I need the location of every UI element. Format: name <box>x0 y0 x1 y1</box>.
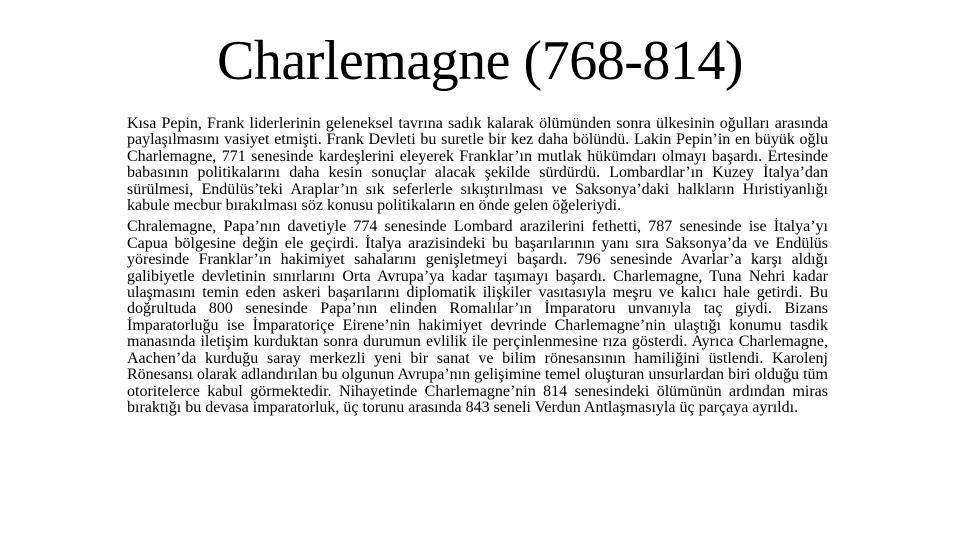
slide-body <box>127 116 828 416</box>
slide-title: Charlemagne (768-814) <box>217 30 743 92</box>
paragraph: Chralemagne, Papa’nın davetiyle 774 senesinde Lombard arazilerini fethetti, 787 senesinde ise İtalya’yı Capua bölgesine değin ele geçirdi. İtalya arazisindeki bu başarılarının yanı sıra Saksonya’da ve Endülüs yöresinde Franklar’ın hakimiyet sahalarını genişletmeyi başardı. 796 senesinde Avarlar’a karşı aldığı galibiyetle devletinin sınırlarını Orta Avrupa’ya kadar taşımayı başardı. Charlemagne, Tuna Nehri kadar ulaşmasını temin eden askeri başarılarını diplomatik ilişkiler vasıtasıyla meşru ve kalıcı hale getirdi. Bu doğrultuda 800 senesinde Papa’nın elinden Romalılar’ın İmparatoru unvanıyla taç giydi. Bizans İmparatorluğu ise İmparatoriçe Eirene’nin hakimiyet devrinde Charlemagne’nin ulaştığı konumu tasdik manasında iletişim kurduktan sonra durumun evlilik ile perçinlenmesine rıza gösterdi. Ayrıca Charlemagne, Aachen’da kurduğu saray merkezli yeni bir sanat ve bilim rönesansının hamiliğini üstlendi. Karolenj Rönesansı olarak adlandırılan bu olgunun Avrupa’nın gelişimine temel oluşturan unsurlardan biri olduğu tüm otoritelerce kabul görmektedir. Nihayetinde Charlemagne’nin 814 senesindeki ölümünün ardından miras bıraktığı bu devasa imparatorluk, üç torunu arasında 843 seneli Verdun Antlaşmasıyla üç parçaya ayrıldı. <box>127 218 828 416</box>
paragraph: Kısa Pepin, Frank liderlerinin geleneksel tavrına sadık kalarak ölümünden sonra ülkesinin oğulları arasında paylaşılmasını vasiyet etmişti. Frank Devleti bu suretle bir kez daha bölündü. Lakin Pepin’in en büyük oğlu Charlemagne, 771 senesinde kardeşlerini eleyerek Franklar’ın mutlak hükümdarı olmayı başardı. Ertesinde babasının politikalarını daha kesin sonuçlar alacak şekilde sürdürdü. Lombardlar’ın Kuzey İtalya’dan sürülmesi, Endülüs’teki Araplar’ın sık seferlerle sıkıştırılması ve Saksonya’daki halkların Hıristiyanlığı kabule mecbur bırakılması söz konusu politikaların en önde gelen öğeleriydi. <box>127 115 828 215</box>
